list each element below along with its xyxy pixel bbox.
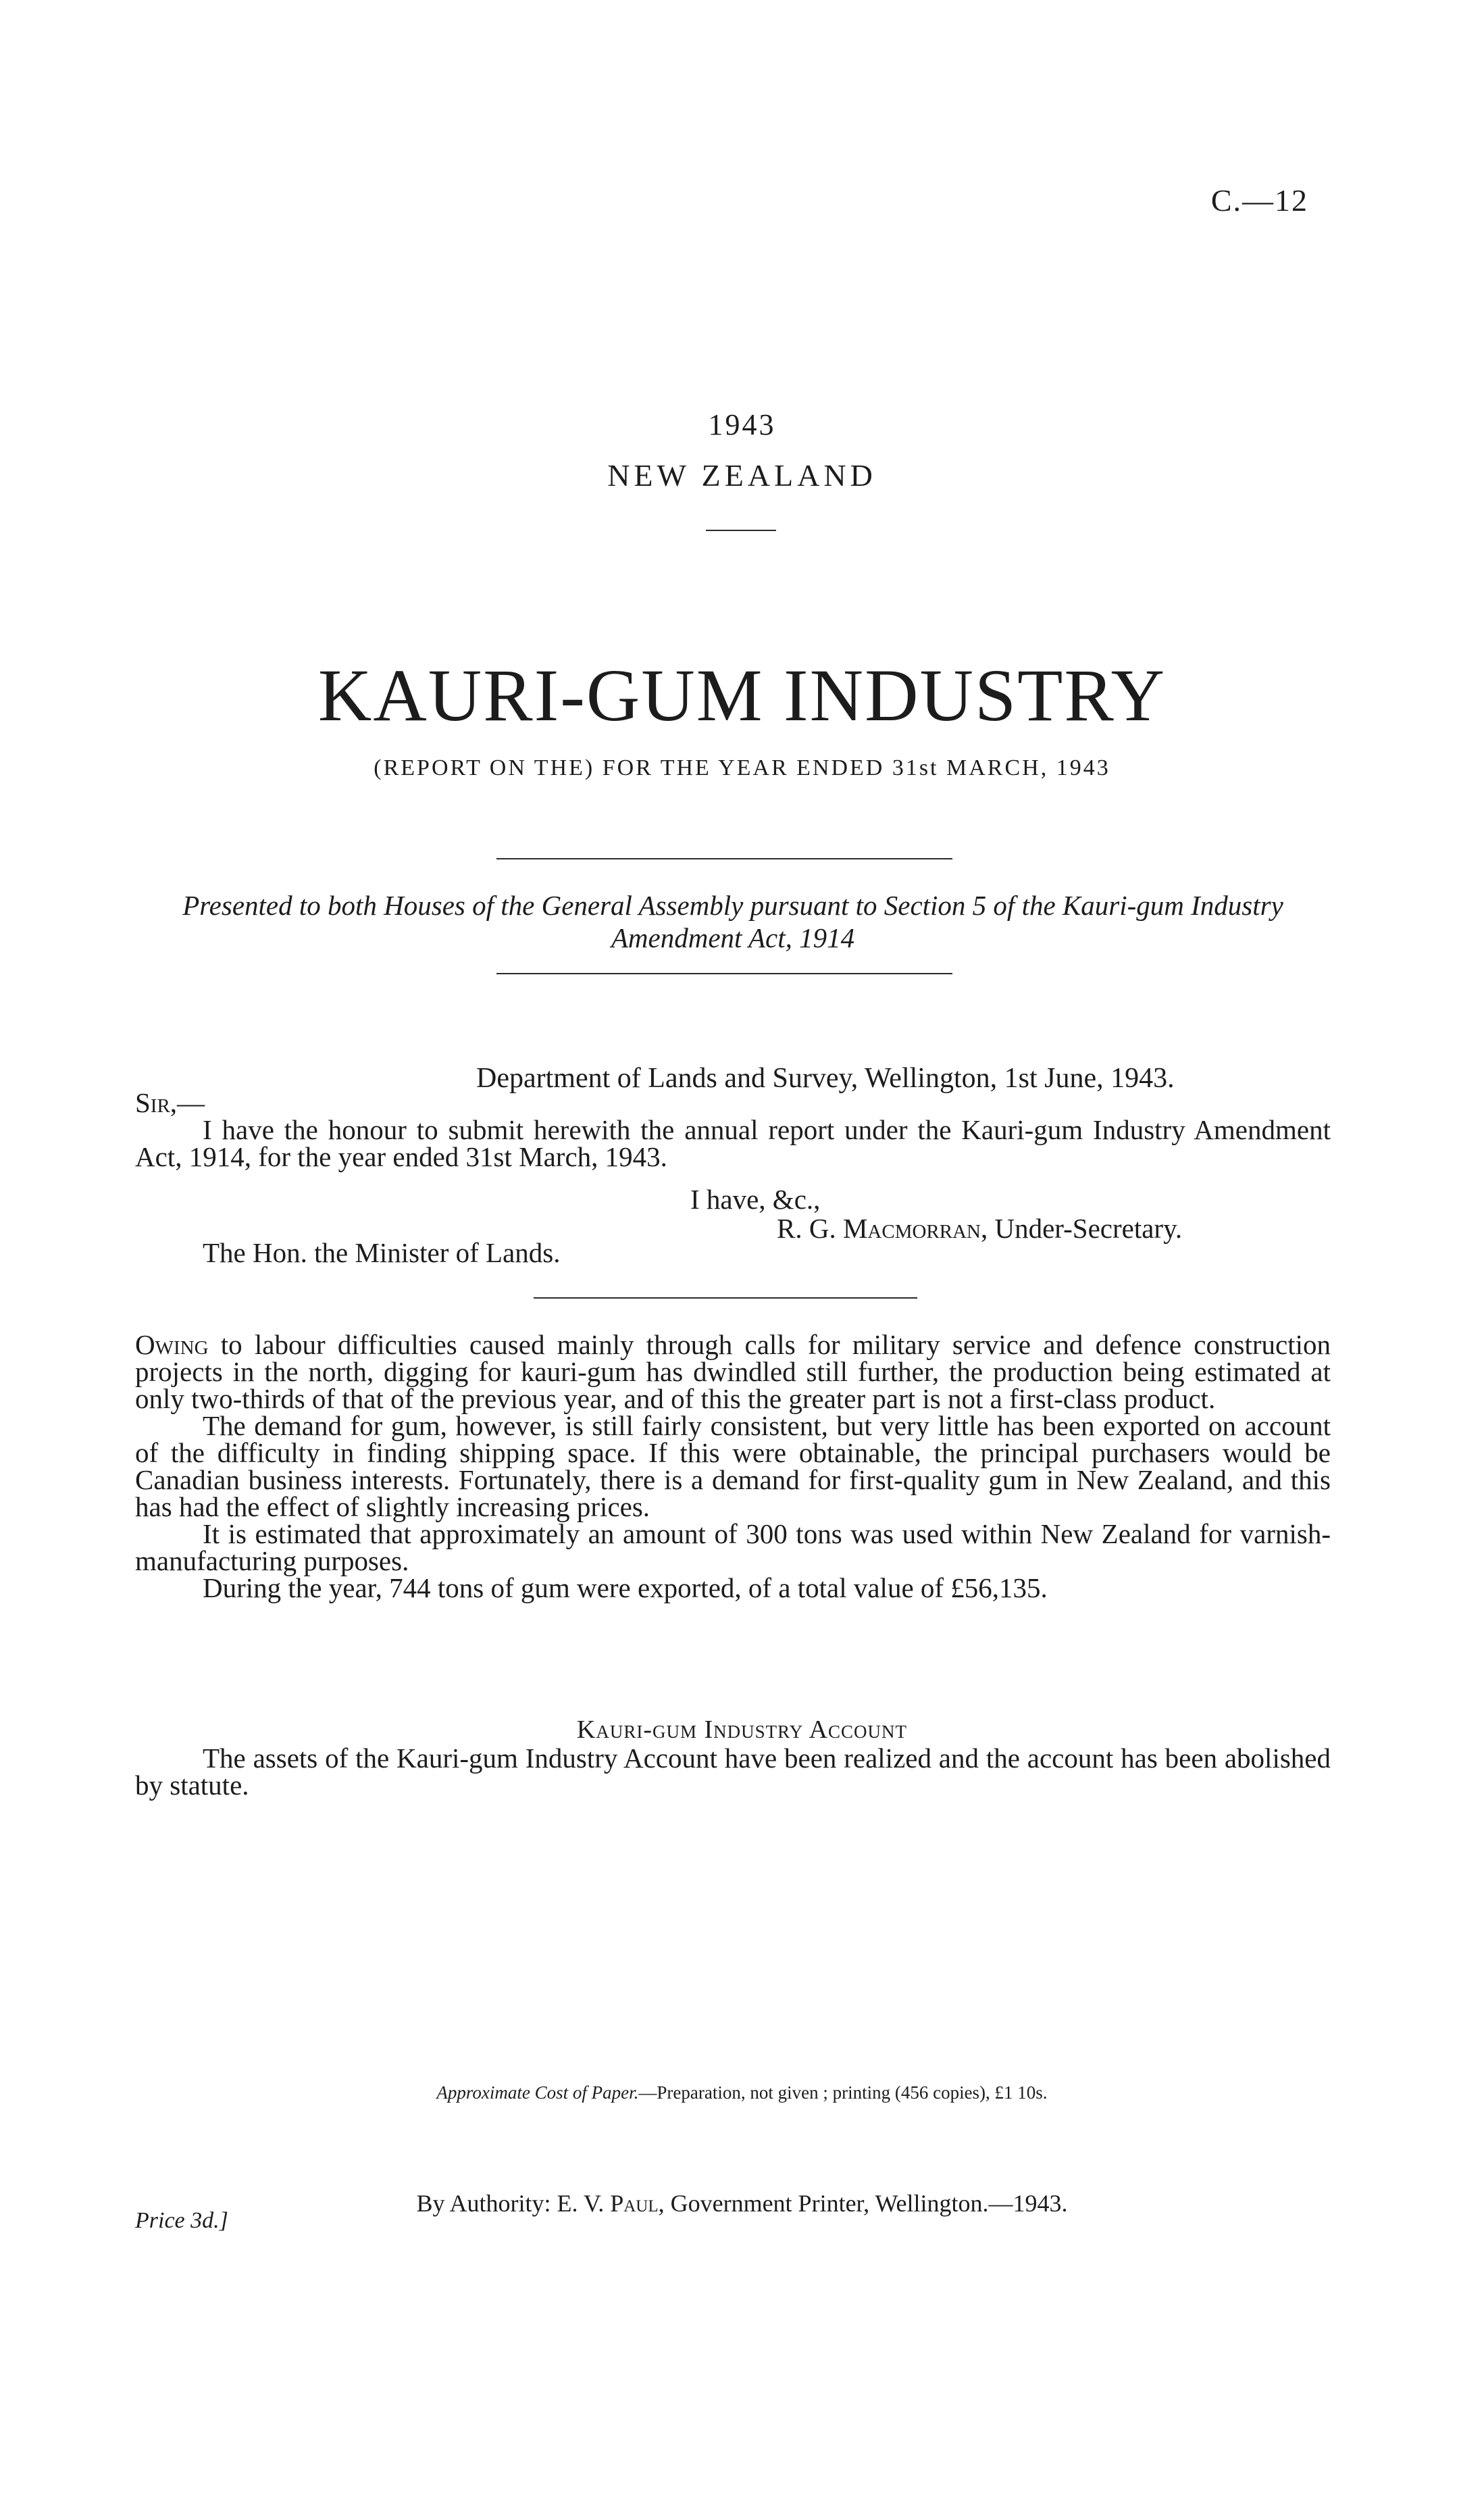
account-paragraph: The assets of the Kauri-gum Industry Account have been realized and the account has been abolished by statute. bbox=[135, 1743, 1331, 1801]
report-body bbox=[135, 1331, 1331, 1601]
section-heading: Kauri-gum Industry Account bbox=[576, 1715, 908, 1744]
country-heading: NEW ZEALAND bbox=[607, 458, 877, 493]
printer-name: E. V. Paul, bbox=[557, 2190, 665, 2217]
report-year: 1943 bbox=[708, 408, 776, 441]
printer-details: Government Printer, Wellington.—1943. bbox=[670, 2190, 1068, 2217]
printer-imprint bbox=[0, 2189, 1484, 2217]
divider-rule bbox=[706, 530, 776, 531]
letter-signature bbox=[777, 1212, 1182, 1245]
paragraph-lead: Owing bbox=[135, 1329, 209, 1360]
page-title: KAURI-GUM INDUSTRY bbox=[317, 654, 1167, 736]
paragraph-2: The demand for gum, however, is still fairly consistent, but very little has been exported on account of the difficulty in finding shipping space. If this were obtainable, the principal purchasers would be Canadian business interests. Fortunately, there is a demand for first-quality gum in New Zealand, and this has had the effect of slightly increasing prices. bbox=[135, 1410, 1331, 1522]
cost-text: —Preparation, not given ; printing (456 copies), £1 10s. bbox=[638, 2082, 1048, 2103]
letter-closing: I have, &c., bbox=[690, 1184, 821, 1215]
cost-label: Approximate Cost of Paper. bbox=[436, 2082, 639, 2103]
signatory-title: Under-Secretary. bbox=[994, 1213, 1183, 1244]
page-subtitle: (REPORT ON THE) FOR THE YEAR ENDED 31st MARCH, 1943 bbox=[374, 755, 1110, 780]
letter-addressee: The Hon. the Minister of Lands. bbox=[203, 1237, 561, 1268]
price-note: Price 3d.] bbox=[135, 2208, 228, 2233]
cost-note bbox=[0, 2082, 1484, 2103]
letter-body: I have the honour to submit herewith the annual report under the Kauri-gum Industry Amendment Act, 1914, for the year ended 31st March, 1943. bbox=[135, 1114, 1331, 1172]
letter-salutation: Sir,— bbox=[135, 1087, 205, 1118]
presentation-note: Presented to both Houses of the General Assembly pursuant to Section 5 of the Kauri-gum Industry Amendment Act, 1914 bbox=[182, 890, 1283, 953]
divider-rule bbox=[496, 973, 952, 974]
letter-date-line: Department of Lands and Survey, Wellington, 1st June, 1943. bbox=[476, 1063, 1175, 1094]
signatory-name: R. G. Macmorran, bbox=[777, 1213, 988, 1244]
authority-label: By Authority: bbox=[416, 2190, 551, 2217]
paper-reference: C.—12 bbox=[1210, 183, 1308, 218]
paragraph-1: Owing to labour difficulties caused mainly through calls for military service and defence construction projects in the north, digging for kauri-gum has dwindled still further, the production being estimated at only two-thirds of that of the previous year, and of this the greater part is not a first-class product. bbox=[135, 1329, 1331, 1414]
divider-rule bbox=[534, 1297, 917, 1299]
paragraph-4: During the year, 744 tons of gum were exported, of a total value of £56,135. bbox=[203, 1572, 1048, 1603]
divider-rule bbox=[496, 858, 952, 859]
paragraph-3: It is estimated that approximately an amount of 300 tons was used within New Zealand for varnish-manufacturing purposes. bbox=[135, 1518, 1331, 1576]
